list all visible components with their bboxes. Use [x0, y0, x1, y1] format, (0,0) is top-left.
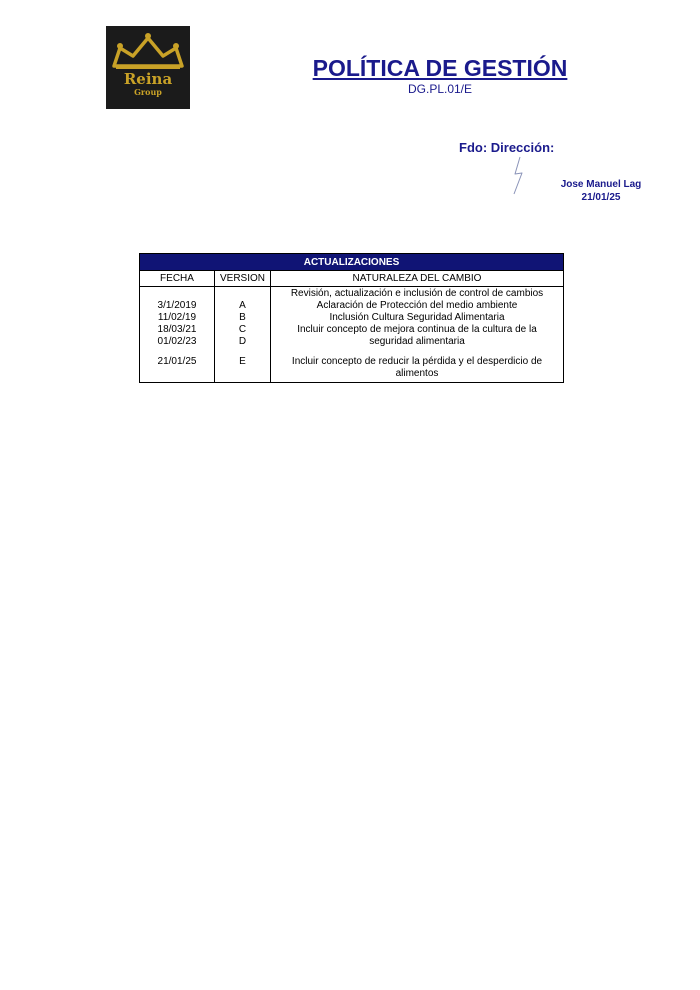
row-date: 3/1/2019 [157, 300, 197, 311]
row-version: D [238, 336, 247, 347]
row-change: Inclusión Cultura Seguridad Alimentaria [329, 312, 505, 323]
table-row [140, 287, 564, 349]
crown-icon [106, 26, 190, 71]
column-header-change: NATURALEZA DEL CAMBIO [271, 271, 564, 287]
row-version: E [239, 356, 246, 367]
row-date: 11/02/19 [157, 312, 197, 323]
updates-table [139, 253, 564, 383]
row-version: A [239, 300, 246, 311]
row-date: 21/01/25 [157, 356, 197, 367]
logo-name: Reina [123, 70, 173, 88]
reina-group-logo [106, 26, 190, 109]
signed-by-label: Fdo: Dirección: [459, 140, 555, 155]
logo-subtitle: Group [134, 87, 162, 97]
row-change: Incluir concepto de reducir la pérdida y el desperdicio de alimentos [291, 356, 543, 379]
signature-mark [506, 154, 538, 198]
column-header-date: FECHA [140, 271, 215, 287]
document-title: POLÍTICA DE GESTIÓN [312, 55, 568, 81]
row-version: C [238, 324, 247, 335]
table-row [140, 356, 564, 383]
row-change: Aclaración de Protección del medio ambiente [316, 300, 518, 311]
row-change: Incluir concepto de mejora continua de la cultura de la seguridad alimentaria [297, 324, 537, 347]
column-header-version: VERSION [215, 271, 271, 287]
row-date: 01/02/23 [157, 336, 197, 347]
row-version: B [239, 312, 246, 323]
updates-table-title: ACTUALIZACIONES [140, 254, 564, 271]
document-code: DG.PL.01/E [407, 82, 473, 96]
row-date: 18/03/21 [157, 324, 197, 335]
signature-date: 21/01/25 [581, 192, 621, 203]
row-change: Revisión, actualización e inclusión de control de cambios [290, 288, 544, 299]
signer-name: Jose Manuel Lag [560, 179, 642, 190]
